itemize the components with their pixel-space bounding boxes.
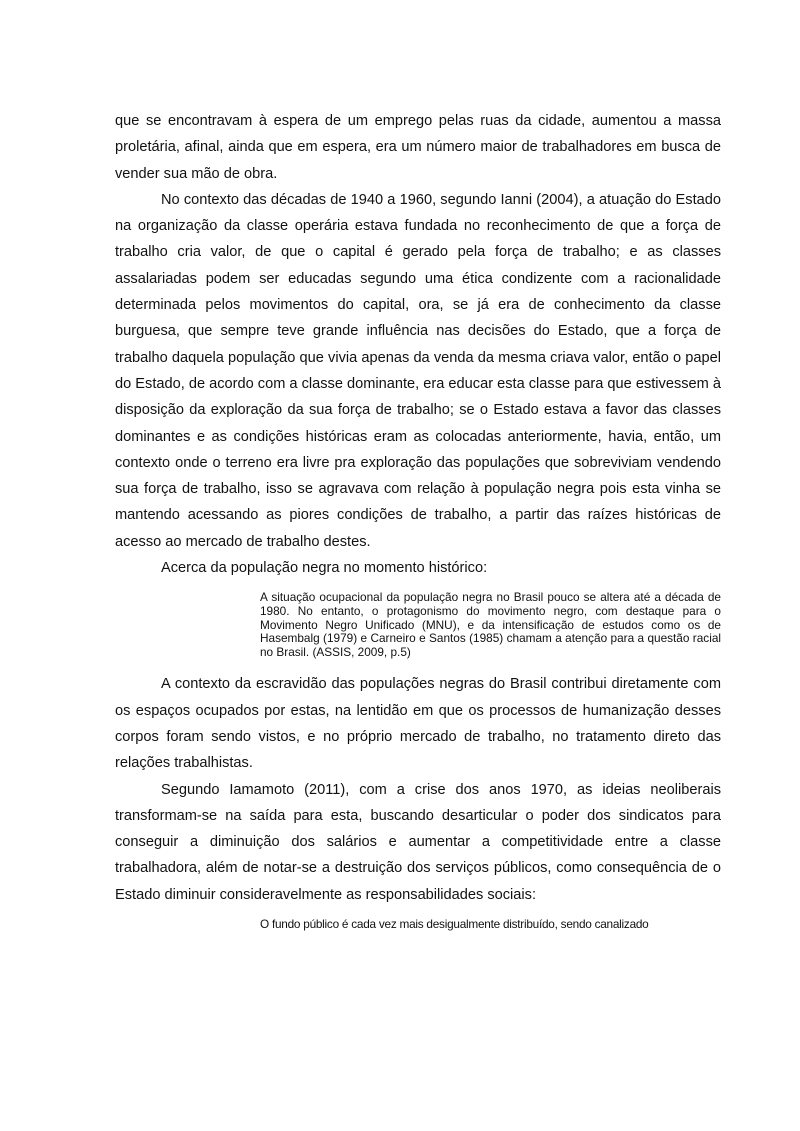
paragraph-1: que se encontravam à espera de um emprego pelas ruas da cidade, aumentou a massa proletária, afinal, ainda que em espera, era um número maior de trabalhadores em busca de vender sua mão de obra.	[115, 113, 721, 182]
block-quote-1: A situação ocupacional da população negra no Brasil pouco se altera até a década de 1980. No entanto, o protagonismo do movimento negro, com destaque para o Movimento Negro Unificado (MNU), e da intensificação de estudos como os de Hasembalg (1979) e Carneiro e Santos (1985) chamam a atenção para a questão racial no Brasil. (ASSIS, 2009, p.5)	[260, 590, 721, 659]
paragraph-4: A contexto da escravidão das populações negras do Brasil contribui diretamente com os espaços ocupados por estas, na lentidão em que os processos de humanização desses corpos foram sendo vistos, e no próprio mercado de trabalho, no tratamento direto das relações trabalhistas.	[115, 676, 721, 772]
paragraph-2: No contexto das décadas de 1940 a 1960, segundo Ianni (2004), a atuação do Estado na organização da classe operária estava fundada no reconhecimento de que a força de trabalho cria valor, de que o capital é gerado pela força de trabalho; e as classes assalariadas podem ser educadas segundo uma ética condizente com a racionalidade determinada pelos movimentos do capital, ora, se já era de conhecimento da classe burguesa, que sempre teve grande influência nas decisões do Estado, que a força de trabalho daquela população que vivia apenas da venda da mesma criava valor, então o papel do Estado, de acordo com a classe dominante, era educar esta classe para que estivessem à disposição da exploração da sua força de trabalho; se o Estado estava a favor das classes dominantes e as condições históricas eram as colocadas anteriormente, havia, então, um contexto onde o terreno era livre pra exploração das populações que sobreviviam vendendo sua força de trabalho, isso se agravava com relação à população negra pois esta vinha se mantendo acessando as piores condições de trabalho, a partir das raízes históricas de acesso ao mercado de trabalho destes.	[115, 191, 721, 550]
block-quote-2: O fundo público é cada vez mais desigualmente distribuído, sendo canalizado	[260, 916, 649, 931]
paragraph-5: Segundo Iamamoto (2011), com a crise dos anos 1970, as ideias neoliberais transformam-se na saída para esta, buscando desarticular o poder dos sindicatos para conseguir a diminuição dos salários e aumentar a competitividade entre a classe trabalhadora, além de notar-se a destruição dos serviços públicos, como consequência de o Estado diminuir consideravelmente as responsabilidades sociais:	[115, 781, 721, 903]
paragraph-3: Acerca da população negra no momento histórico:	[161, 560, 488, 577]
document-page	[115, 108, 721, 932]
